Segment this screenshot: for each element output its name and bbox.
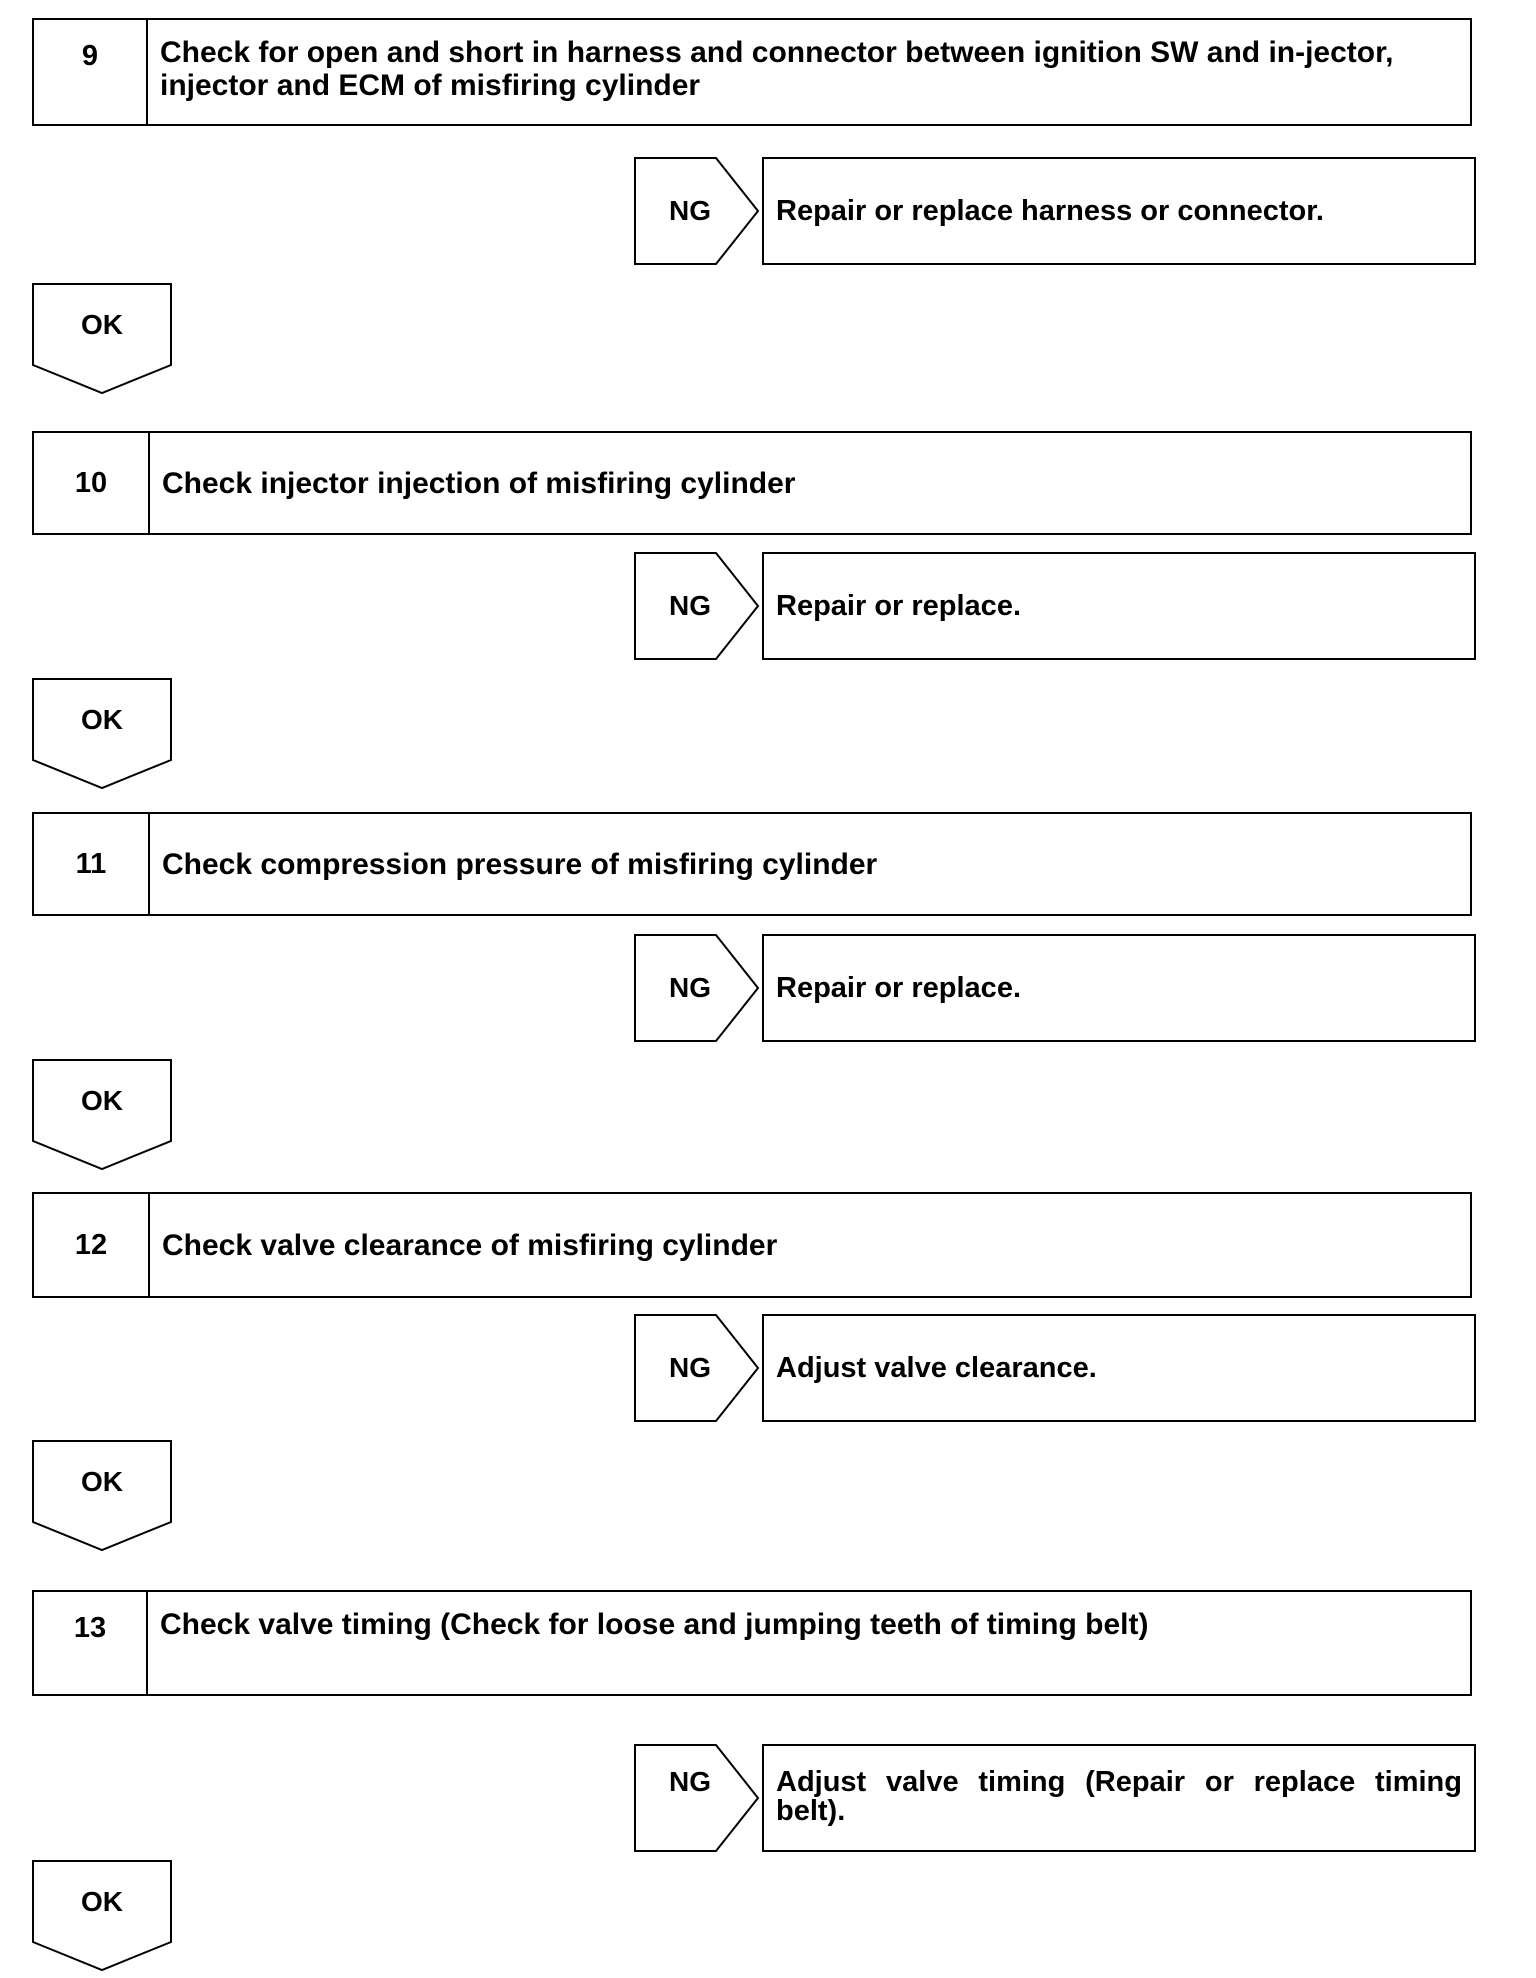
step-13-box xyxy=(32,1590,1472,1696)
ng-action-box: Repair or replace harness or connector. xyxy=(762,157,1476,265)
step-12-box xyxy=(32,1192,1472,1298)
step-description: Check valve timing (Check for loose and jumping teeth of timing belt) xyxy=(160,1608,1149,1641)
step-description: Check for open and short in harness and connector between ignition SW and in-jector, injector and ECM of misfiring cylinder xyxy=(160,36,1394,102)
step-number: 12 xyxy=(34,1194,150,1296)
ok-badge xyxy=(32,678,172,790)
ng-badge xyxy=(634,157,762,265)
ok-label: OK xyxy=(81,1886,123,1917)
ok-label: OK xyxy=(81,1466,123,1497)
step-number: 13 xyxy=(34,1592,148,1694)
ng-label: NG xyxy=(669,1352,711,1383)
step-9-box xyxy=(32,18,1472,126)
ok-label: OK xyxy=(81,704,123,735)
step-number: 11 xyxy=(34,814,150,914)
ng-label: NG xyxy=(669,972,711,1003)
ok-badge xyxy=(32,283,172,395)
step-number: 9 xyxy=(34,20,148,124)
ng-label: NG xyxy=(669,590,711,621)
ng-action-box: Repair or replace. xyxy=(762,552,1476,660)
ok-badge xyxy=(32,1860,172,1972)
ng-action-box: Repair or replace. xyxy=(762,934,1476,1042)
ng-label: NG xyxy=(669,195,711,226)
ng-badge xyxy=(634,934,762,1042)
step-11-box xyxy=(32,812,1472,916)
ok-label: OK xyxy=(81,1085,123,1116)
step-description: Check valve clearance of misfiring cylinder xyxy=(162,1228,778,1262)
ng-badge xyxy=(634,552,762,660)
step-description: Check compression pressure of misfiring cylinder xyxy=(162,847,878,881)
ng-badge xyxy=(634,1744,762,1852)
ok-label: OK xyxy=(81,309,123,340)
ok-badge xyxy=(32,1059,172,1171)
ok-badge xyxy=(32,1440,172,1552)
step-number: 10 xyxy=(34,433,150,533)
ng-action-box: Adjust valve timing (Repair or replace timing belt). xyxy=(762,1744,1476,1852)
ng-badge xyxy=(634,1314,762,1422)
step-description: Check injector injection of misfiring cylinder xyxy=(162,466,796,500)
step-10-box xyxy=(32,431,1472,535)
ng-action-box: Adjust valve clearance. xyxy=(762,1314,1476,1422)
ng-label: NG xyxy=(669,1766,711,1797)
